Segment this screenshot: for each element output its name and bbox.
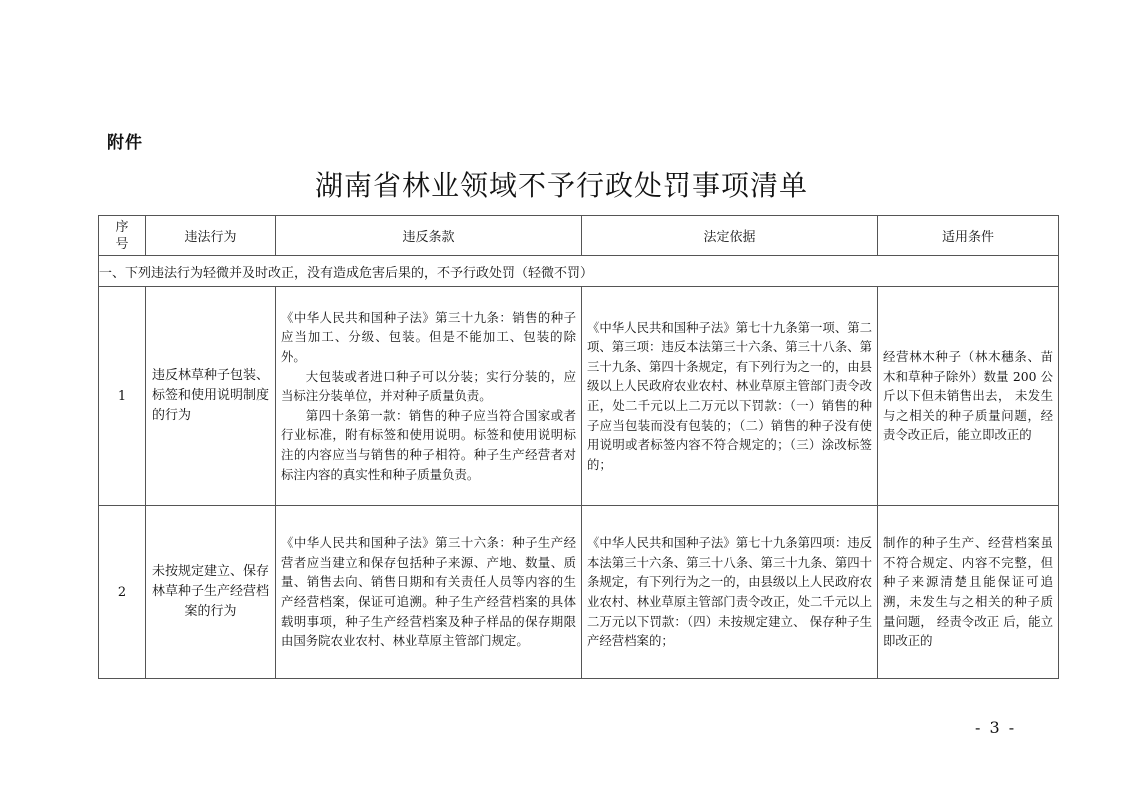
- legal-basis: 《中华人民共和国种子法》第七十九条第一项、第二项、第三项：违反本法第三十六条、第三十八条、第三十九条、第四十条规定，有下列行为之一的，由县级以上人民政府农业农村、林业草原主管部门责令改正，处二千元以上二万元以下罚款：（一）销售的种子应当包装而没有包装的；（二）销售的种子没有使用说明或者标签内容不符合规定的；（三）涂改标签的；: [582, 287, 878, 506]
- page-number: - 3 -: [975, 718, 1017, 737]
- section-heading: 一、下列违法行为轻微并及时改正，没有造成危害后果的，不予行政处罚（轻微不罚）: [99, 256, 1059, 287]
- clause-paragraph: 第四十条第一款：销售的种子应当符合国家或者行业标准，附有标签和使用说明。标签和使用说明标注的内容应当与销售的种子相符。种子生产经营者对标注内容的真实性和种子质量负责。: [281, 407, 576, 482]
- table-row: [99, 506, 1059, 679]
- violated-clause: [276, 506, 582, 679]
- row-number: 1: [99, 287, 146, 506]
- clause-paragraph: 《中华人民共和国种子法》第三十六条：种子生产经营者应当建立和保存包括种子来源、产地、数量、质量、销售去向、销售日期和有关责任人员等内容的生产经营档案，保证可追溯。种子生产经营档案的具体载明事项，种子生产经营档案及种子样品的保存期限由国务院农业农村、林业草原主管部门规定。: [281, 535, 576, 649]
- table-header-row: [99, 216, 1059, 256]
- violation-act: 违反林草种子包装、标签和使用说明制度的行为: [146, 287, 276, 506]
- violated-clause: [276, 287, 582, 506]
- attachment-label: 附件: [107, 133, 143, 153]
- table-row: [99, 287, 1059, 506]
- applicable-condition: 制作的种子生产、经营档案虽不符合规定、内容不完整，但种子来源清楚且能保证可追溯，未发生与之相关的种子质量问题， 经责令改正 后，能立即改正的: [878, 506, 1059, 679]
- clause-paragraph: 《中华人民共和国种子法》第三十九条：销售的种子应当加工、分级、包装。但是不能加工、包装的除外。: [281, 309, 576, 365]
- section-heading-row: [99, 256, 1059, 287]
- clause-paragraph: 大包装或者进口种子可以分装；实行分装的，应当标注分装单位，并对种子质量负责。: [281, 368, 576, 404]
- penalty-exemption-table: [98, 215, 1059, 679]
- document-title: 湖南省林业领域不予行政处罚事项清单: [314, 169, 808, 202]
- header-condition: 适用条件: [878, 216, 1059, 256]
- row-number: 2: [99, 506, 146, 679]
- header-clause: 违反条款: [276, 216, 582, 256]
- header-basis: 法定依据: [582, 216, 878, 256]
- header-no: 序号: [99, 216, 146, 256]
- applicable-condition: 经营林木种子（林木穗条、苗木和草种子除外）数量 200 公斤以下但未销售出去， 未发生与之相关的种子质量问题，经责令改正后，能立即改正的: [878, 287, 1059, 506]
- violation-act: 未按规定建立、保存林草种子生产经营档案的行为: [146, 506, 276, 679]
- legal-basis: 《中华人民共和国种子法》第七十九条第四项：违反本法第三十六条、第三十八条、第三十九条、第四十条规定，有下列行为之一的，由县级以上人民政府农业农村、林业草原主管部门责令改正，处二千元以上二万元以下罚款：（四）未按规定建立、 保存种子生产经营档案的；: [582, 506, 878, 679]
- header-act: 违法行为: [146, 216, 276, 256]
